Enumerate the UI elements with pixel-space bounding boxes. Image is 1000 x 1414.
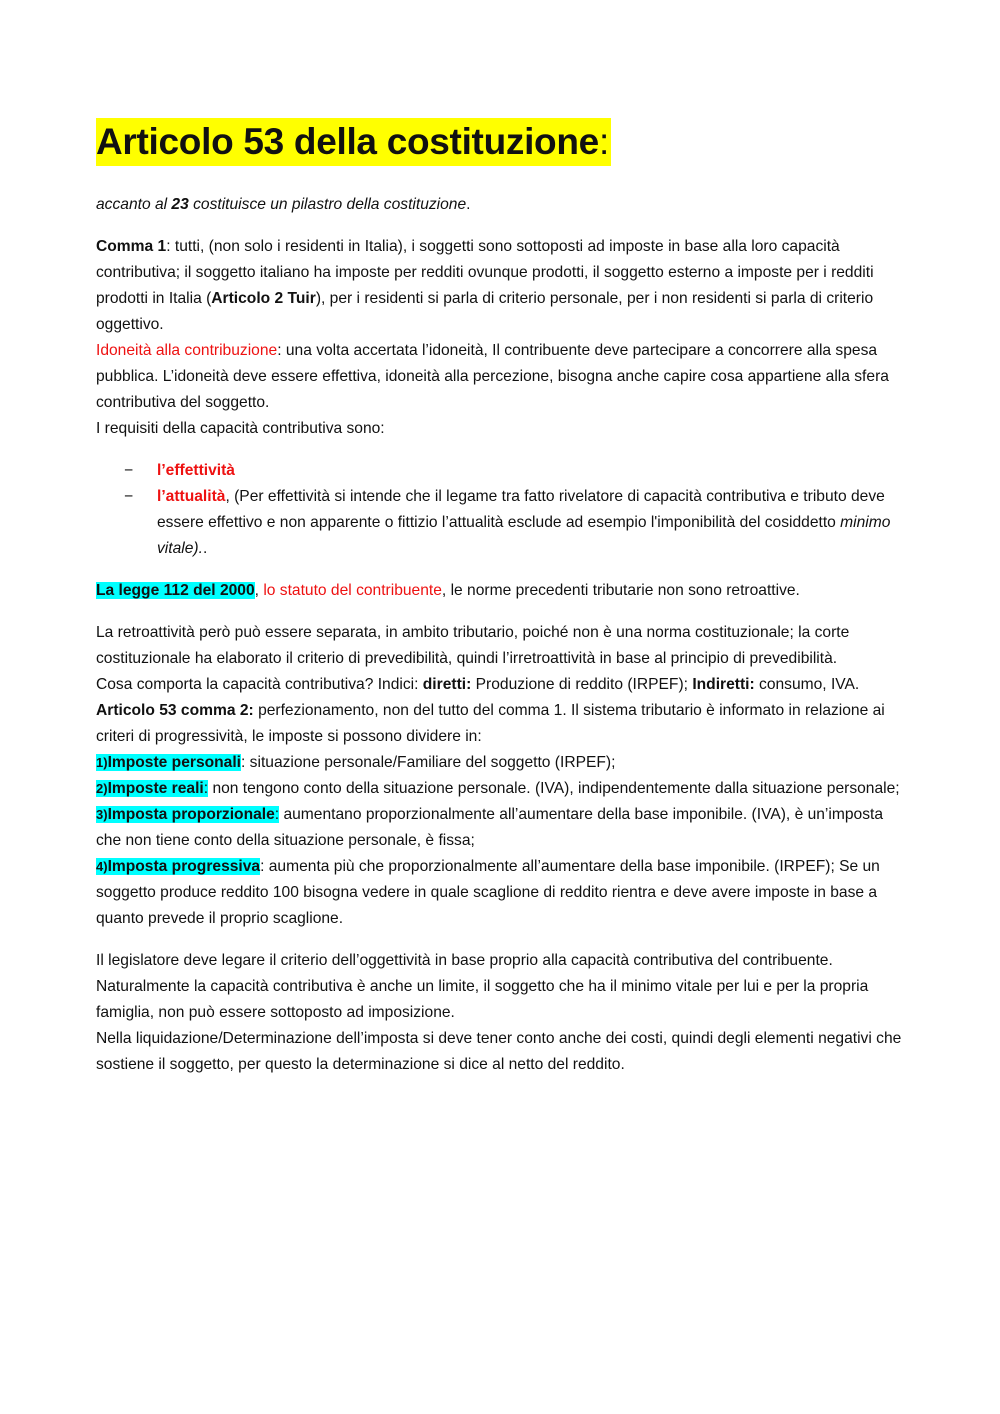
legge-paragraph: [96, 578, 904, 604]
intro-article-number: 23: [171, 196, 189, 213]
requisito-effettivita: l’effettività: [157, 462, 235, 479]
requisito-end: .: [202, 540, 208, 557]
imposta-proporzionale: [96, 802, 904, 854]
comma1-label: Comma 1: [96, 238, 167, 255]
imposte-personali: [96, 750, 904, 776]
intro-paragraph: [96, 192, 904, 218]
list-item: [124, 458, 904, 484]
requisito-attualita-text: , (Per effettività si intende che il legame tra fatto rivelatore di capacità contributiva e tributo deve essere effettivo e non apparente o fittizio l’attualità esclude ad esempio l'imponibilità del cosiddetto: [157, 488, 885, 531]
imposta-proporzionale-title: Imposta proporzionale: [107, 806, 275, 823]
indici-indiretti: Indiretti:: [692, 676, 755, 693]
imposte-personali-title: Imposte personali: [107, 754, 242, 771]
imposte-personali-text: : situazione personale/Familiare del soggetto (IRPEF);: [241, 754, 616, 771]
comma1-text-2: ), per i residenti si parla di criterio personale, per i non residenti si parla di criterio oggettivo.: [96, 290, 874, 333]
imposte-reali-colon: :: [203, 780, 209, 797]
legislatore-paragraph: Il legislatore deve legare il criterio dell’oggettività in base proprio alla capacità contributiva del contribuente. Naturalmente la capacità contributiva è anche un limite, il soggetto che ha il minimo vitale per lui e per la propria famiglia, non può essere sottoposto ad imposizione.: [96, 952, 869, 1021]
imposte-reali-number: 2): [96, 781, 108, 796]
requisito-attualita: l’attualità: [157, 488, 226, 505]
imposta-progressiva-text: : aumenta più che proporzionalmente all’aumentare della base imponibile. (IRPEF); Se un soggetto produce reddito 100 bisogna vedere in quale scaglione di reddito rientra e deve avere imposte in base a quanto prevede il proprio scaglione.: [96, 858, 880, 927]
intro-period: .: [466, 196, 471, 213]
idoneita-label: Idoneità alla contribuzione: [96, 342, 278, 359]
legge-text: , le norme precedenti tributarie non sono retroattive.: [441, 582, 800, 599]
imposte-personali-number: 1): [96, 755, 108, 770]
list-dash: −: [124, 488, 134, 505]
comma2-paragraph: [96, 698, 904, 750]
legge-statuto: lo statuto del contribuente: [263, 582, 442, 599]
intro-text-1: accanto al: [96, 196, 172, 213]
imposta-progressiva-label: [96, 858, 260, 875]
legge-comma: ,: [254, 582, 264, 599]
indici-paragraph: [96, 672, 904, 698]
indici-text-1: Cosa comporta la capacità contributiva? Indici:: [96, 676, 423, 693]
intro-text-2: costituisce un pilastro della costituzione: [188, 196, 467, 213]
imposte-reali-text: non tengono conto della situazione personale. (IVA), indipendentemente dalla situazione personale;: [208, 780, 900, 797]
imposte-reali-title: Imposte reali: [107, 780, 204, 797]
page-title: [96, 118, 611, 166]
imposta-progressiva: [96, 854, 904, 932]
imposta-progressiva-number: 4): [96, 859, 108, 874]
indici-text-2: Produzione di reddito (IRPEF);: [471, 676, 693, 693]
indici-text-3: consumo, IVA.: [754, 676, 860, 693]
comma2-label: Articolo 53 comma 2:: [96, 702, 254, 719]
imposta-proporzionale-text: aumentano proporzionalmente all’aumentare della base imponibile. (IVA), è un’imposta che non tiene conto della situazione personale, è fissa;: [96, 806, 884, 849]
title-text: Articolo 53 della costituzione: [96, 121, 599, 162]
imposte-reali: [96, 776, 904, 802]
idoneita-paragraph: [96, 338, 904, 416]
list-item: [124, 484, 904, 562]
requisiti-list: [96, 458, 904, 562]
comma1-text-1: : tutti, (non solo i residenti in Italia), i soggetti sono sottoposti ad imposte in base alla loro capacità contributiva; il soggetto italiano ha imposte per redditi ovunque prodotti, il soggetto esterno a imposte per i redditi prodotti in Italia (: [96, 238, 874, 307]
comma1-paragraph: [96, 234, 904, 338]
requisito-minimo-vitale: minimo vitale).: [157, 514, 891, 557]
imposte-personali-label: [96, 754, 241, 771]
imposta-proporzionale-number: 3): [96, 807, 108, 822]
indici-diretti: diretti:: [422, 676, 472, 693]
imposte-reali-label: [96, 780, 208, 797]
comma2-text: perfezionamento, non del tutto del comma 1. Il sistema tributario è informato in relazione ai criteri di progressività, le imposte si possono dividere in:: [96, 702, 885, 745]
list-dash: −: [124, 462, 134, 479]
liquidazione-paragraph: Nella liquidazione/Determinazione dell’imposta si deve tener conto anche dei costi, quindi degli elementi negativi che sostiene il soggetto, per questo la determinazione si dice al netto del reddito.: [96, 1030, 902, 1073]
imposta-proporzionale-label: [96, 806, 279, 823]
requisiti-intro: I requisiti della capacità contributiva sono:: [96, 420, 385, 437]
imposta-progressiva-title: Imposta progressiva: [107, 858, 261, 875]
idoneita-text: : una volta accertata l’idoneità, Il contribuente deve partecipare a concorrere alla spesa pubblica. L’idoneità deve essere effettiva, idoneità alla percezione, bisogna anche capire cosa appartiene alla sfera contributiva del soggetto.: [96, 342, 889, 411]
comma1-reference: Articolo 2 Tuir: [211, 290, 316, 307]
retroattivita-paragraph: La retroattività però può essere separata, in ambito tributario, poiché non è una norma costituzionale; la corte costituzionale ha elaborato il criterio di prevedibilità, quindi l’irretroattività in base al principio di prevedibilità.: [96, 624, 850, 667]
legge-label: La legge 112 del 2000: [96, 582, 255, 599]
title-colon: :: [598, 121, 609, 162]
imposta-proporzionale-colon: :: [274, 806, 280, 823]
